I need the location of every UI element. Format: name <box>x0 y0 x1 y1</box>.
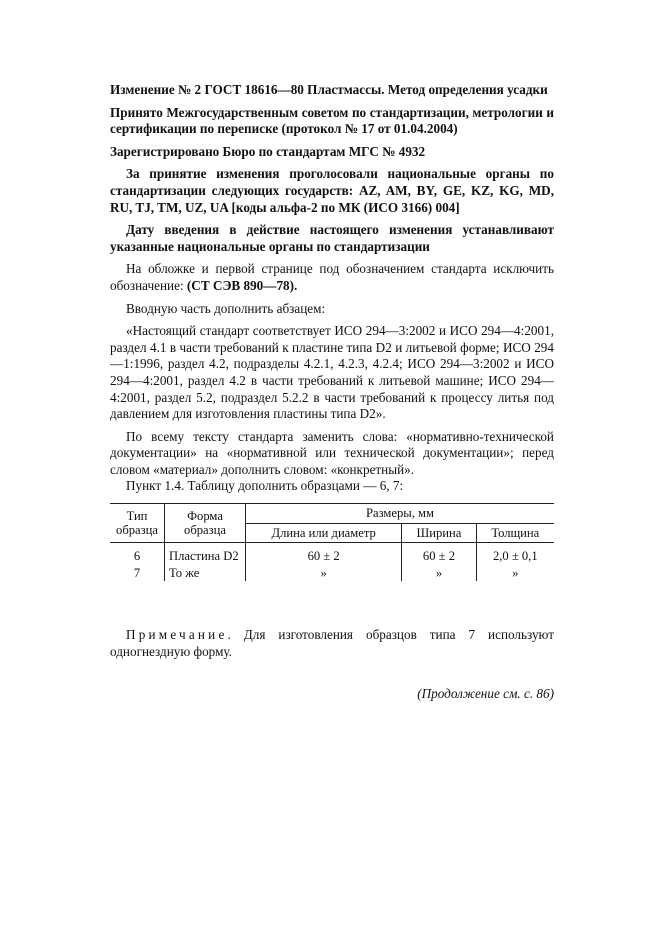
table-note <box>110 627 554 660</box>
cell-length: » <box>246 565 402 582</box>
paragraph-cover-bold: (СТ СЭВ 890—78). <box>186 277 298 293</box>
cell-width: » <box>402 565 476 582</box>
paragraph-intro: Вводную часть дополнить абзацем: <box>126 300 326 316</box>
header-dimensions: Размеры, мм <box>246 504 555 524</box>
cell-thickness: 2,0 ± 0,1 <box>476 543 554 565</box>
document-page <box>110 82 554 703</box>
cell-length: 60 ± 2 <box>246 543 402 565</box>
cell-form: То же <box>165 565 246 582</box>
adoption-note: Принято Межгосударственным советом по стандартизации, метрологии и сертификации по переписке (протокол № 17 от 01.04.2004) <box>110 104 554 137</box>
continuation-note: (Продолжение см. с. 86) <box>417 686 554 702</box>
paragraph-iso: «Настоящий стандарт соответствует ИСО 294—3:2002 и ИСО 294—4:2001, раздел 4.1 в части требований к пластине типа D2 и литьевой форме; ИСО 294—1:1996, раздел 4.2, подразделы 4.2.1, 4.2.3, 4.2.4; ИСО 294—3:2002 и ИСО 294—4:2001, раздел 4.2 в части требований к литьевой машине; ИСО 294—4:2001, раздел 5.2, подраздел 5.2.2 в части требований к процессу литья под давлением для изготовления пластины типа D2». <box>110 323 554 422</box>
header-type: Тип образца <box>110 504 165 543</box>
header-width: Ширина <box>402 523 476 543</box>
table-header-row <box>110 504 554 524</box>
paragraph-cover <box>110 261 554 294</box>
voting-note: За принятие изменения проголосовали национальные органы по стандартизации следующих государств: AZ, AM, BY, GE, KZ, KG, MD, RU, TJ, TM, UZ, UA [коды альфа-2 по МК (ИСО 3166) 004] <box>110 166 554 215</box>
paragraph-cover-text: На обложке и первой странице под обозначением стандарта исключить обозначение: <box>110 261 554 293</box>
paragraph-replace: По всему тексту стандарта заменить слова: «нормативно-технической документации» на «нормативной или технической документации»; перед словом «материал» дополнить словом: «конкретный». <box>110 428 554 477</box>
cell-width: 60 ± 2 <box>402 543 476 565</box>
header-thickness: Толщина <box>476 523 554 543</box>
note-text: . Для изготовления образцов типа 7 используют одногнездную форму. <box>110 627 554 659</box>
header-length: Длина или диаметр <box>246 523 402 543</box>
table-row <box>110 565 554 582</box>
samples-table <box>110 503 554 581</box>
registration-note: Зарегистрировано Бюро по стандартам МГС № 4932 <box>110 143 426 159</box>
amendment-title: Изменение № 2 ГОСТ 18616—80 Пластмассы. Метод определения усадки <box>110 82 548 97</box>
cell-type: 7 <box>110 565 165 582</box>
effective-date-note: Дату введения в действие настоящего изменения устанавливают указанные национальные органы по стандартизации <box>110 222 554 254</box>
cell-thickness: » <box>476 565 554 582</box>
cell-form: Пластина D2 <box>165 543 246 565</box>
header-form: Форма образца <box>165 504 246 543</box>
paragraph-table-intro: Пункт 1.4. Таблицу дополнить образцами — 6, 7: <box>126 478 404 494</box>
cell-type: 6 <box>110 543 165 565</box>
note-label: Примечание <box>126 627 228 643</box>
table-row <box>110 543 554 565</box>
